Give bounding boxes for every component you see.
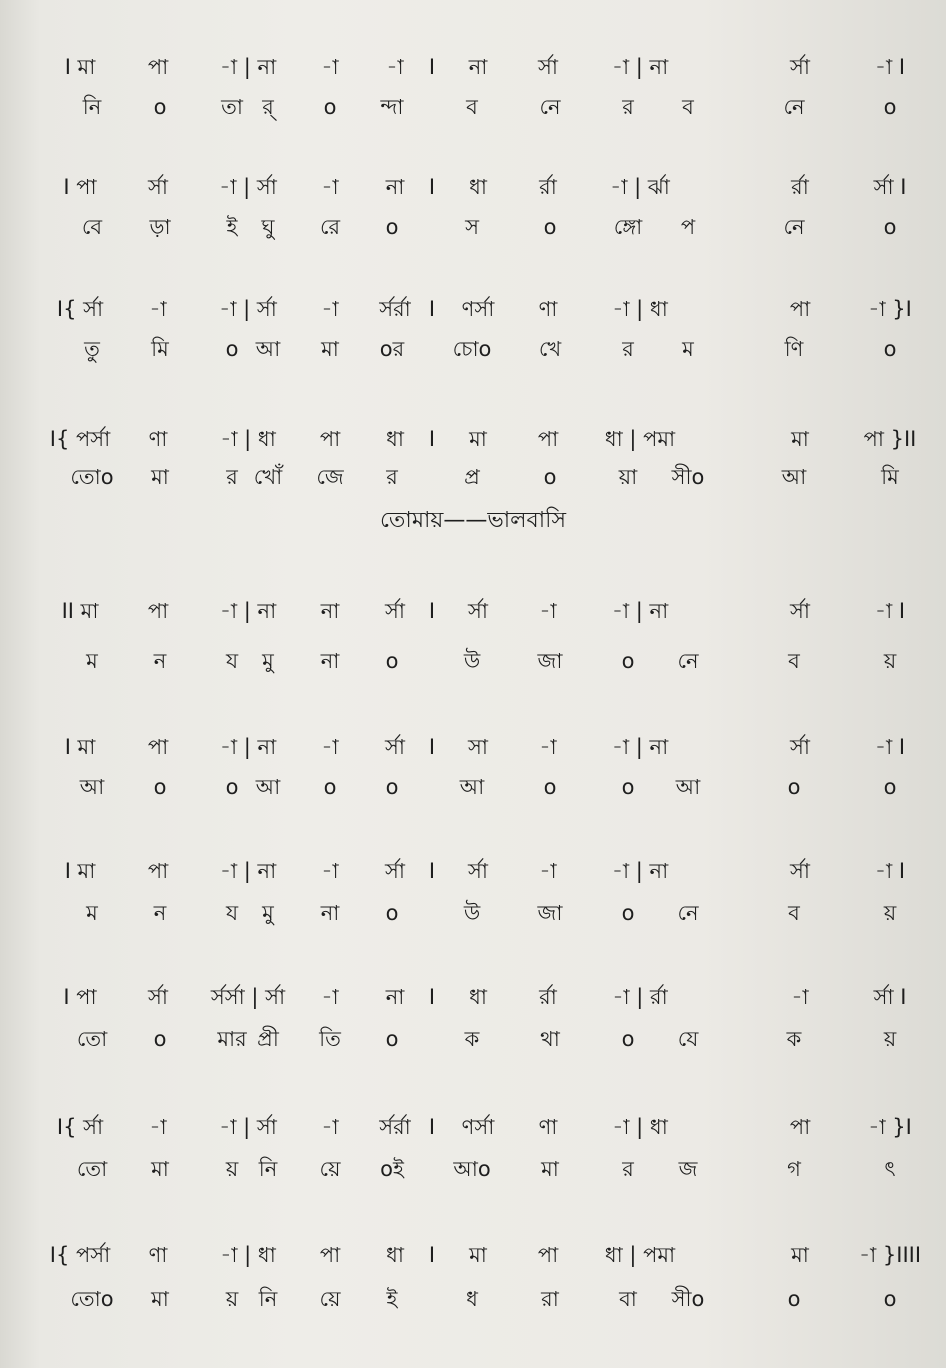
note-token: -া <box>321 985 339 1009</box>
note-token: ণা <box>538 1115 558 1139</box>
note-token: পা <box>537 427 559 451</box>
note-token: -া | না <box>611 859 669 883</box>
lyric-syllable: নি <box>258 1157 278 1181</box>
note-token: -া | ধা <box>612 1115 668 1139</box>
note-token: I <box>428 427 436 451</box>
note-token: I{ পর্সা <box>49 1243 111 1267</box>
lyric-syllable: o <box>621 775 635 799</box>
lyric-syllable: রা <box>541 1287 559 1311</box>
note-token: না <box>320 599 340 623</box>
note-token: I <box>428 735 436 759</box>
lyric-syllable: o <box>543 775 557 799</box>
lyric-syllable: আ <box>79 775 105 799</box>
note-token: I{ র্সা <box>56 1115 104 1139</box>
lyric-syllable: র <box>622 95 634 119</box>
lyric-syllable: ধ <box>466 1287 478 1311</box>
note-token: I <box>428 985 436 1009</box>
note-token: -া <box>321 1115 339 1139</box>
note-token: র্সা <box>148 175 168 199</box>
notation-line <box>0 294 946 324</box>
lyric-syllable: নে <box>539 95 561 119</box>
note-token: ণা <box>538 297 558 321</box>
lyric-syllable: নে <box>783 95 805 119</box>
lyric-syllable: উ <box>463 901 481 925</box>
notation-line <box>0 1240 946 1270</box>
note-token: র্সা <box>468 859 488 883</box>
lyric-syllable: নে <box>783 215 805 239</box>
note-token: -া | না <box>611 55 669 79</box>
note-token: -া I <box>874 599 906 623</box>
lyric-syllable: নে <box>677 649 699 673</box>
lyric-syllable: বে <box>81 215 103 239</box>
lyric-syllable: o <box>883 95 897 119</box>
lyric-syllable: র <box>386 465 398 489</box>
note-token: ধা <box>469 985 487 1009</box>
notation-line <box>0 596 946 626</box>
lyric-syllable: য়ে <box>319 1157 341 1181</box>
lyric-syllable: য়া <box>618 465 638 489</box>
note-token: -া | ধা <box>612 297 668 321</box>
lyric-syllable: o <box>385 901 399 925</box>
lyric-syllable: ন্দা <box>380 95 404 119</box>
note-token: মা <box>469 427 487 451</box>
note-token: র্সা <box>538 55 558 79</box>
note-token: I মা <box>64 859 96 883</box>
lyric-syllable: মা <box>151 1157 169 1181</box>
lyric-syllable: তো <box>76 1027 108 1051</box>
note-token: I পা <box>63 175 97 199</box>
note-token: পা <box>147 735 169 759</box>
lyric-line <box>0 212 946 242</box>
lyric-syllable: ই <box>226 215 238 239</box>
lyric-syllable: য় <box>225 1157 239 1181</box>
lyric-syllable: য় <box>883 901 897 925</box>
note-token: I মা <box>64 55 96 79</box>
lyric-syllable: o <box>883 1287 897 1311</box>
lyric-syllable: র্ <box>262 95 274 119</box>
note-token: মা <box>791 1243 809 1267</box>
lyric-line <box>0 462 946 492</box>
lyric-syllable: উ <box>463 649 481 673</box>
notation-line <box>0 424 946 454</box>
song-title: তোমায়——ভালবাসি <box>380 508 566 533</box>
lyric-syllable: মি <box>881 465 899 489</box>
lyric-syllable: o <box>225 775 239 799</box>
notation-line <box>0 856 946 886</box>
note-token: র্সা <box>385 735 405 759</box>
lyric-syllable: o <box>385 215 399 239</box>
note-token: I{ র্সা <box>56 297 104 321</box>
note-token: -া | র্রা <box>612 985 668 1009</box>
note-token: -া }I <box>868 1115 912 1139</box>
lyric-syllable: মা <box>151 1287 169 1311</box>
lyric-syllable: তো <box>76 1157 108 1181</box>
lyric-syllable: o <box>787 1287 801 1311</box>
lyric-syllable: প্র <box>464 465 480 489</box>
lyric-syllable: র <box>226 465 238 489</box>
lyric-syllable: য়ে <box>319 1287 341 1311</box>
lyric-syllable: গ <box>787 1157 801 1181</box>
lyric-syllable: মা <box>321 337 339 361</box>
lyric-syllable: ম <box>682 337 694 361</box>
note-token: মা <box>791 427 809 451</box>
note-token: র্সা I <box>873 985 907 1009</box>
lyric-syllable: ম <box>86 649 98 673</box>
lyric-syllable: যে <box>677 1027 699 1051</box>
note-token: ধা | পমা <box>604 1243 676 1267</box>
lyric-syllable: ন <box>153 901 167 925</box>
lyric-syllable: তি <box>319 1027 341 1051</box>
note-token: -া <box>321 859 339 883</box>
lyric-syllable: ম <box>86 901 98 925</box>
note-token: -া I <box>874 859 906 883</box>
lyric-syllable: বা <box>619 1287 637 1311</box>
note-token: ধা | পমা <box>604 427 676 451</box>
note-token: ণর্সা <box>461 1115 495 1139</box>
note-token: র্রা <box>539 175 557 199</box>
note-token: I <box>428 175 436 199</box>
notation-line <box>0 52 946 82</box>
note-token: র্সা <box>385 859 405 883</box>
lyric-syllable: জা <box>537 901 563 925</box>
note-token: র্সর্রা <box>379 297 411 321</box>
lyric-syllable: সীo <box>671 465 705 489</box>
note-token: I মা <box>64 735 96 759</box>
note-token: ণা <box>148 427 168 451</box>
note-token: -া | না <box>219 599 277 623</box>
note-token: র্সর্রা <box>379 1115 411 1139</box>
note-token: পা <box>537 1243 559 1267</box>
note-token: -া <box>321 55 339 79</box>
lyric-syllable: ঙ্গো <box>613 215 643 239</box>
note-token: -া | না <box>611 599 669 623</box>
lyric-syllable: o <box>153 1027 167 1051</box>
lyric-syllable: না <box>320 901 340 925</box>
note-token: -া <box>539 599 557 623</box>
lyric-syllable: থা <box>540 1027 560 1051</box>
lyric-syllable: আ <box>675 775 701 799</box>
note-token: র্সর্সা | র্সা <box>210 985 286 1009</box>
lyric-syllable: জা <box>537 649 563 673</box>
lyric-syllable: য <box>225 901 239 925</box>
lyric-syllable: তোo <box>70 465 114 489</box>
note-token: ণা <box>148 1243 168 1267</box>
note-token: -া <box>386 55 404 79</box>
note-token: I <box>428 599 436 623</box>
note-token: র্সা <box>790 599 810 623</box>
note-token: I <box>428 297 436 321</box>
lyric-syllable: তোo <box>70 1287 114 1311</box>
lyric-syllable: ড়া <box>149 215 171 239</box>
note-token: I{ পর্সা <box>49 427 111 451</box>
lyric-syllable: জ <box>678 1157 698 1181</box>
note-token: I <box>428 55 436 79</box>
lyric-syllable: ব <box>466 95 478 119</box>
note-token: -া | ধা <box>220 1243 276 1267</box>
lyric-syllable: oই <box>380 1157 404 1181</box>
note-token: র্সা <box>790 735 810 759</box>
lyric-syllable: o <box>323 95 337 119</box>
note-token: -া | র্সা <box>219 1115 277 1139</box>
note-token: I <box>428 1243 436 1267</box>
lyric-syllable: o <box>883 215 897 239</box>
note-token: পা <box>789 297 811 321</box>
lyric-syllable: আ <box>459 775 485 799</box>
lyric-syllable: o <box>153 775 167 799</box>
lyric-line <box>0 646 946 676</box>
note-token: I <box>428 1115 436 1139</box>
lyric-syllable: oর <box>379 337 405 361</box>
lyric-syllable: য় <box>883 1027 897 1051</box>
note-token: I <box>428 859 436 883</box>
lyric-syllable: নি <box>258 1287 278 1311</box>
lyric-syllable: মার <box>217 1027 247 1051</box>
note-token: র্রা <box>539 985 557 1009</box>
notation-line <box>0 172 946 202</box>
note-token: -া | না <box>219 55 277 79</box>
lyric-syllable: য <box>225 649 239 673</box>
note-token: -া | র্সা <box>219 297 277 321</box>
lyric-syllable: মা <box>541 1157 559 1181</box>
note-token: র্সা <box>148 985 168 1009</box>
note-token: -া }I <box>868 297 912 321</box>
lyric-syllable: নে <box>677 901 699 925</box>
note-token: -া <box>539 859 557 883</box>
lyric-syllable: আ <box>781 465 807 489</box>
lyric-syllable: প্রী <box>257 1027 279 1051</box>
lyric-syllable: o <box>543 215 557 239</box>
lyric-syllable: o <box>323 775 337 799</box>
note-token: -া I <box>874 735 906 759</box>
lyric-line <box>0 92 946 122</box>
note-token: পা <box>319 427 341 451</box>
lyric-syllable: র <box>622 337 634 361</box>
lyric-syllable: না <box>320 649 340 673</box>
lyric-syllable: মা <box>151 465 169 489</box>
lyric-syllable: আ <box>255 337 281 361</box>
lyric-syllable: ই <box>386 1287 398 1311</box>
note-token: -া <box>321 735 339 759</box>
lyric-syllable: মু <box>262 901 274 925</box>
note-token: না <box>385 985 405 1009</box>
lyric-line <box>0 334 946 364</box>
lyric-line <box>0 898 946 928</box>
note-token: ধা <box>386 427 404 451</box>
note-token: -া | ধা <box>220 427 276 451</box>
lyric-syllable: ক <box>786 1027 802 1051</box>
lyric-syllable: ৎ <box>884 1157 896 1181</box>
lyric-syllable: ঘু <box>261 215 275 239</box>
lyric-syllable: o <box>225 337 239 361</box>
notation-line <box>0 1112 946 1142</box>
lyric-syllable: o <box>621 901 635 925</box>
note-token: মা <box>469 1243 487 1267</box>
lyric-syllable: খোঁ <box>253 465 283 489</box>
lyric-syllable: o <box>543 465 557 489</box>
lyric-line <box>0 1154 946 1184</box>
note-token: -া | র্ঝা <box>610 175 670 199</box>
lyric-syllable: o <box>621 1027 635 1051</box>
lyric-syllable: মি <box>151 337 169 361</box>
lyric-syllable: য় <box>883 649 897 673</box>
note-token: পা <box>147 859 169 883</box>
lyric-line <box>0 772 946 802</box>
lyric-syllable: জে <box>316 465 344 489</box>
note-token: II মা <box>61 599 99 623</box>
note-token: র্সা <box>385 599 405 623</box>
lyric-syllable: তু <box>84 337 100 361</box>
note-token: সা <box>468 735 488 759</box>
lyric-syllable: তা <box>221 95 243 119</box>
lyric-line <box>0 1024 946 1054</box>
lyric-syllable: ব <box>788 649 800 673</box>
note-token: না <box>468 55 488 79</box>
note-token: -া <box>321 175 339 199</box>
lyric-syllable: o <box>787 775 801 799</box>
note-token: -া | না <box>219 735 277 759</box>
note-token: র্সা <box>790 55 810 79</box>
note-token: I পা <box>63 985 97 1009</box>
notation-line <box>0 982 946 1012</box>
note-token: র্সা I <box>873 175 907 199</box>
lyric-syllable: নি <box>82 95 102 119</box>
note-token: -া <box>321 297 339 321</box>
note-token: -া | র্সা <box>219 175 277 199</box>
lyric-syllable: ণি <box>784 337 804 361</box>
lyric-syllable: o <box>153 95 167 119</box>
note-token: র্সা <box>468 599 488 623</box>
note-token: -া I <box>874 55 906 79</box>
lyric-syllable: স <box>465 215 479 239</box>
lyric-syllable: ক <box>464 1027 480 1051</box>
note-token: ণর্সা <box>461 297 495 321</box>
lyric-syllable: o <box>385 649 399 673</box>
lyric-syllable: ব <box>682 95 694 119</box>
note-token: -া }IIII <box>858 1243 922 1267</box>
lyric-syllable: য় <box>225 1287 239 1311</box>
lyric-syllable: o <box>385 775 399 799</box>
note-token: না <box>385 175 405 199</box>
lyric-syllable: আ <box>255 775 281 799</box>
note-token: -া <box>149 1115 167 1139</box>
note-token: -া | না <box>611 735 669 759</box>
lyric-syllable: o <box>883 337 897 361</box>
note-token: পা <box>147 55 169 79</box>
lyric-syllable: o <box>883 775 897 799</box>
lyric-syllable: মু <box>262 649 274 673</box>
note-token: ধা <box>386 1243 404 1267</box>
lyric-syllable: ব <box>788 901 800 925</box>
lyric-syllable: চোo <box>452 337 492 361</box>
note-token: র্সা <box>790 859 810 883</box>
note-token: -া <box>149 297 167 321</box>
note-token: পা <box>147 599 169 623</box>
note-token: পা }II <box>863 427 917 451</box>
notation-line <box>0 732 946 762</box>
lyric-syllable: খে <box>538 337 562 361</box>
note-token: ধা <box>469 175 487 199</box>
note-token: -া | না <box>219 859 277 883</box>
lyric-syllable: রে <box>319 215 341 239</box>
note-token: র্রা <box>791 175 809 199</box>
note-token: -া <box>791 985 809 1009</box>
note-token: পা <box>319 1243 341 1267</box>
lyric-syllable: সীo <box>671 1287 705 1311</box>
note-token: পা <box>789 1115 811 1139</box>
lyric-syllable: ন <box>153 649 167 673</box>
lyric-syllable: আo <box>453 1157 491 1181</box>
lyric-line <box>0 1284 946 1314</box>
lyric-syllable: প <box>680 215 696 239</box>
lyric-syllable: র <box>622 1157 634 1181</box>
lyric-syllable: o <box>385 1027 399 1051</box>
lyric-syllable: o <box>621 649 635 673</box>
note-token: -া <box>539 735 557 759</box>
